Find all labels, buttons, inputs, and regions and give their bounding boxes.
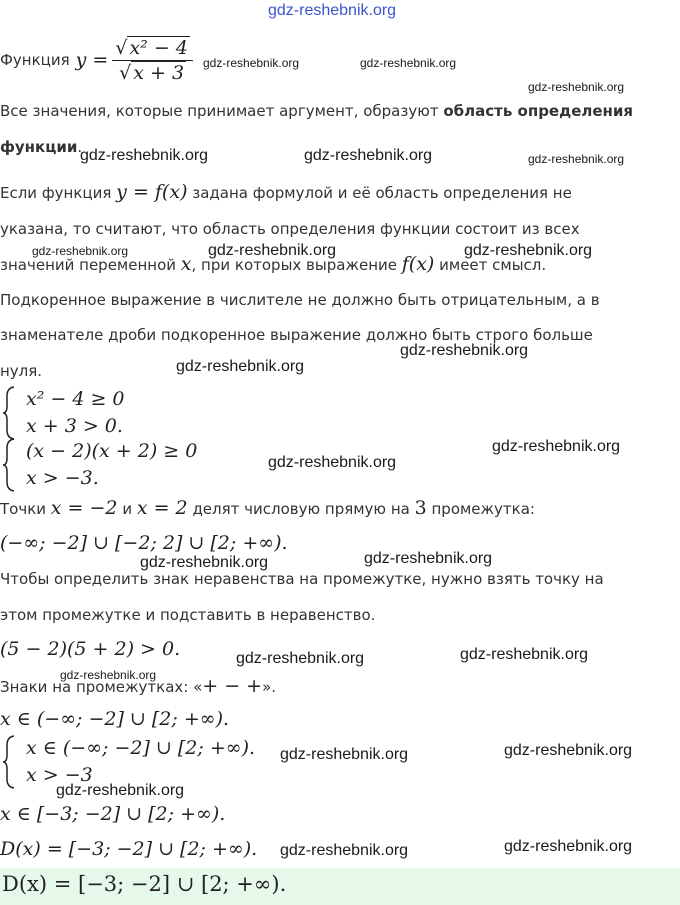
watermark[interactable]: gdz-reshebnik.org <box>56 782 185 799</box>
answer-box <box>0 868 680 905</box>
system-1-row-1: x² − 4 ≥ 0 <box>26 388 125 410</box>
if-math: y = f(x) <box>116 181 188 203</box>
if-text-b: задана формулой и её область определения не <box>192 184 572 202</box>
values-text-a: значений переменной <box>0 256 177 274</box>
watermark[interactable]: gdz-reshebnik.org <box>360 56 457 70</box>
domain-end: . <box>77 138 83 156</box>
points-text-c: промежутка: <box>431 500 535 518</box>
watermark[interactable]: gdz-reshebnik.org <box>364 550 493 567</box>
signs-text-b: ». <box>262 678 277 696</box>
watermark[interactable]: gdz-reshebnik.org <box>208 242 337 259</box>
system-2 <box>2 438 197 492</box>
points-and: и <box>122 500 133 518</box>
if-line <box>0 181 572 204</box>
watermark[interactable]: gdz-reshebnik.org <box>268 454 397 471</box>
values-x: x <box>180 253 192 275</box>
system-3-row-1: x ∈ (−∞; −2] ∪ [2; +∞). <box>26 737 256 759</box>
watermark[interactable]: gdz-reshebnik.org <box>236 650 365 667</box>
domain-bold-1: область определения <box>443 102 634 120</box>
signs-text-a: Знаки на промежутках: « <box>0 678 203 696</box>
radicand-line-3: нуля. <box>0 362 43 380</box>
watermark-top[interactable]: gdz-reshebnik.org <box>268 2 397 19</box>
domain-line-1 <box>0 100 633 122</box>
test-line: (5 − 2)(5 + 2) > 0. <box>0 638 181 660</box>
points-count: 3 <box>414 497 427 519</box>
sign-line-2: этом промежутке и подставить в неравенство. <box>0 606 376 624</box>
points-math-1: x = −2 <box>50 497 118 519</box>
function-word: Функция <box>0 51 70 69</box>
values-fx: f(x) <box>401 253 435 275</box>
watermark[interactable]: gdz-reshebnik.org <box>176 358 305 375</box>
system-1-row-2: x + 3 > 0. <box>26 415 123 437</box>
intervals-line: (−∞; −2] ∪ [−2; 2] ∪ [2; +∞). <box>0 532 288 554</box>
watermark[interactable]: gdz-reshebnik.org <box>528 152 625 166</box>
points-math-2: x = 2 <box>136 497 188 519</box>
watermark[interactable]: gdz-reshebnik.org <box>32 244 129 258</box>
radicand-line-1: Подкоренное выражение в числителе не должно быть отрицательным, а в <box>0 291 600 309</box>
function-lhs: y = <box>75 49 109 71</box>
function-fraction: $\frac{\text{√ x² − 4}}{√ x + 3}$ <box>112 36 193 85</box>
system-1 <box>2 386 125 440</box>
specified-line: указана, то считают, что область определения функции состоит из всех <box>0 220 580 238</box>
watermark[interactable]: gdz-reshebnik.org <box>280 746 409 763</box>
watermark[interactable]: gdz-reshebnik.org <box>464 242 593 259</box>
watermark[interactable]: gdz-reshebnik.org <box>203 56 300 70</box>
answer-text: D(x) = [−3; −2] ∪ [2; +∞). <box>2 872 287 896</box>
system-2-row-2: x > −3. <box>26 467 99 489</box>
domain-line-2 <box>0 136 82 158</box>
watermark[interactable]: gdz-reshebnik.org <box>304 147 433 164</box>
radicand-line-2: знаменателе дроби подкоренное выражение должно быть строго больше <box>0 326 593 344</box>
watermark[interactable]: gdz-reshebnik.org <box>280 842 409 859</box>
values-text-c: имеет смысл. <box>439 256 547 274</box>
watermark[interactable]: gdz-reshebnik.org <box>80 147 209 164</box>
points-line <box>0 497 535 520</box>
watermark[interactable]: gdz-reshebnik.org <box>400 342 529 359</box>
points-text-a: Точки <box>0 500 47 518</box>
watermark[interactable]: gdz-reshebnik.org <box>460 646 589 663</box>
sign-line-1: Чтобы определить знак неравенства на промежутке, нужно взять точку на <box>0 570 604 588</box>
values-text-b: , при которых выражение <box>191 256 397 274</box>
dx-line: D(x) = [−3; −2] ∪ [2; +∞). <box>0 838 258 860</box>
system-2-row-1: (x − 2)(x + 2) ≥ 0 <box>26 440 198 462</box>
domain-text: Все значения, которые принимает аргумент, образуют <box>0 102 439 120</box>
function-denominator: x + 3 <box>133 61 185 84</box>
domain-bold-2: функции <box>0 138 78 156</box>
watermark[interactable]: gdz-reshebnik.org <box>504 838 633 855</box>
x-in-line-2: x ∈ [−3; −2] ∪ [2; +∞). <box>0 803 226 825</box>
watermark[interactable]: gdz-reshebnik.org <box>504 742 633 759</box>
watermark[interactable]: gdz-reshebnik.org <box>140 554 269 571</box>
points-text-b: делят числовую прямую на <box>192 500 410 518</box>
system-3 <box>2 735 255 789</box>
watermark[interactable]: gdz-reshebnik.org <box>492 438 621 455</box>
function-numerator: x² − 4 <box>129 36 188 59</box>
system-3-row-2: x > −3 <box>26 764 93 786</box>
signs-math: + − + <box>202 675 263 697</box>
function-line <box>0 30 193 90</box>
x-in-line: x ∈ (−∞; −2] ∪ [2; +∞). <box>0 708 230 730</box>
watermark[interactable]: gdz-reshebnik.org <box>60 668 157 682</box>
watermark[interactable]: gdz-reshebnik.org <box>528 80 625 94</box>
if-text-a: Если функция <box>0 184 112 202</box>
